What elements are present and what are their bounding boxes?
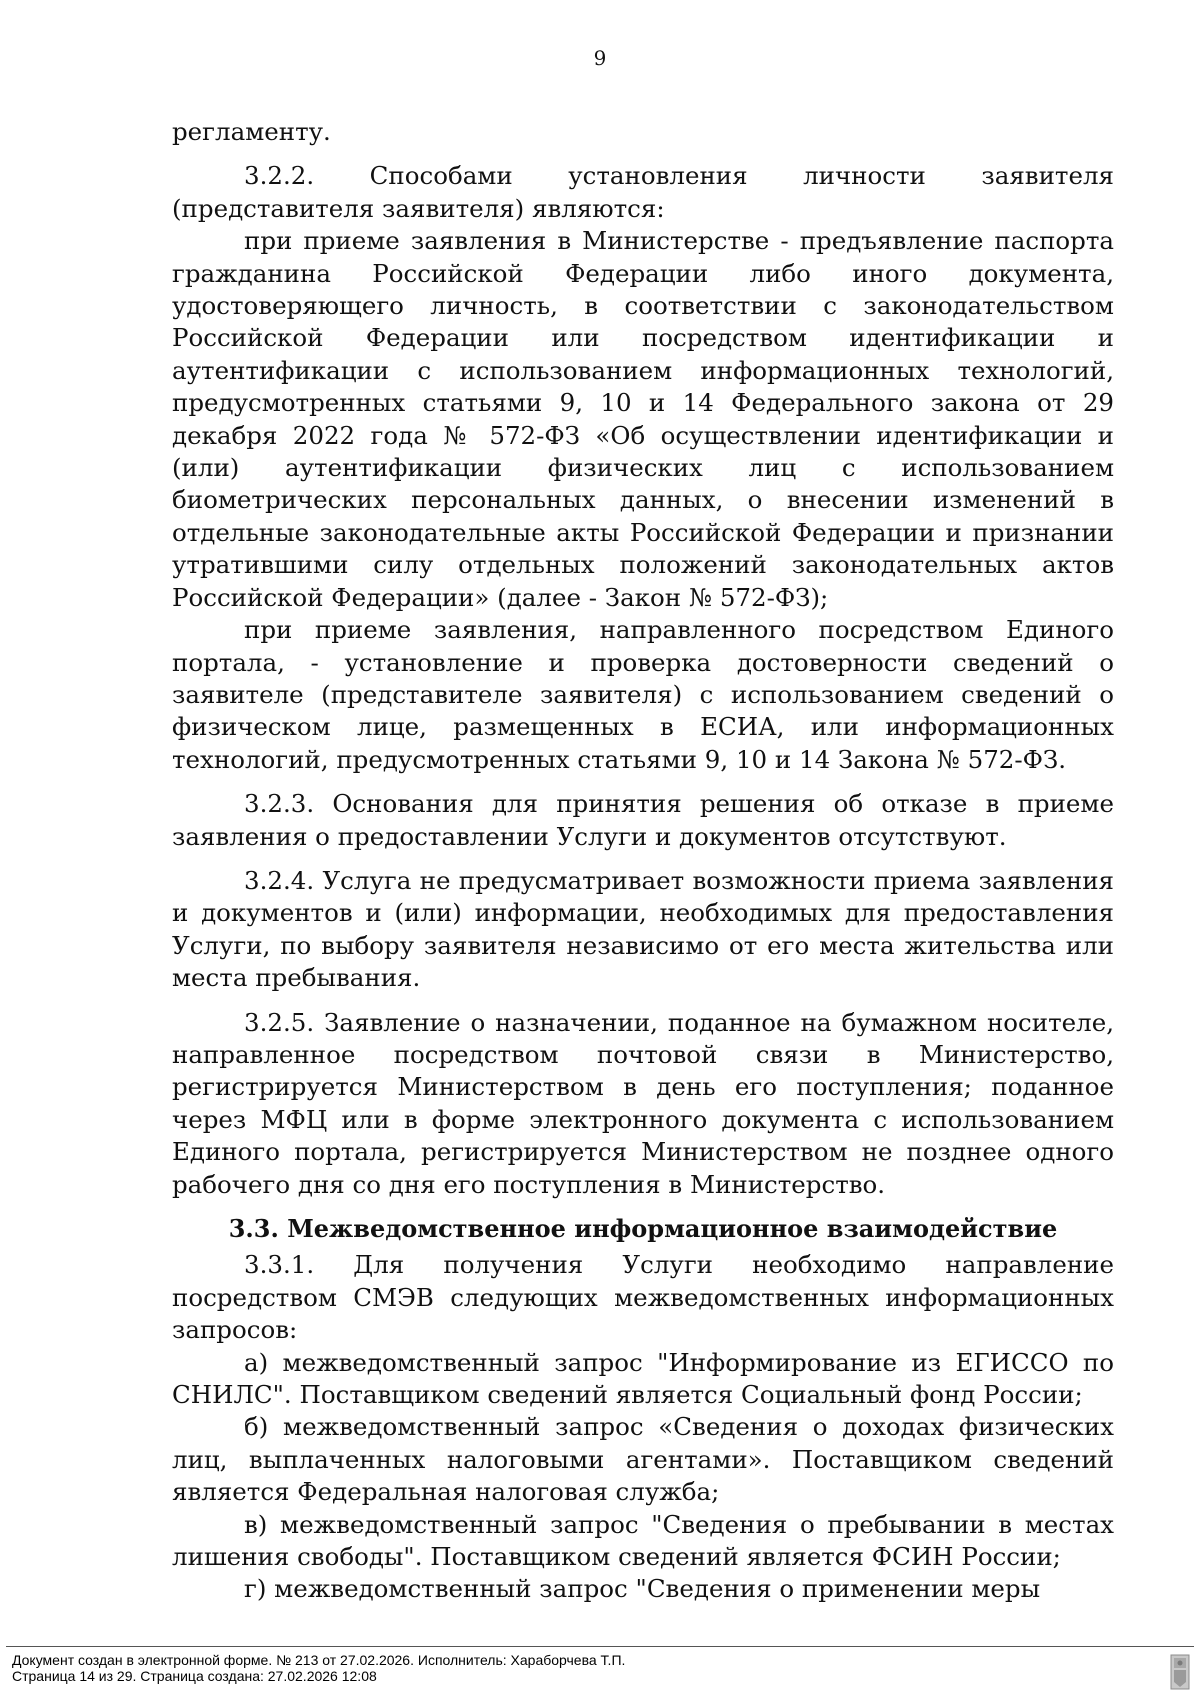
list-item-b: б) межведомственный запрос «Сведения о доходах физических лиц, выплаченных налоговыми агентами». Поставщиком сведений является Федеральная налоговая служба; (172, 1412, 1114, 1507)
footer-page-info: Страница 14 из 29. Страница создана: 27.02.2026 12:08 (12, 1668, 377, 1684)
paragraph-portal-identification: при приеме заявления, направленного посредством Единого портала, - установление и проверка достоверности сведений о заявителе (представителе заявителя) с использованием сведений о физическом лице, размещенных в ЕСИА, или информационных технологий, предусмотренных статьями 9, 10 и 14 Закона № 572-ФЗ. (172, 615, 1114, 774)
list-item-g: г) межведомственный запрос "Сведения о применении меры (244, 1574, 1041, 1604)
footer (12, 1652, 625, 1684)
paragraph-3-2-2: 3.2.2. Способами установления личности заявителя (представителя заявителя) являются: (172, 161, 1114, 223)
footer-document-info: Документ создан в электронной форме. № 213 от 27.02.2026. Исполнитель: Хараборчева Т.П. (12, 1652, 626, 1668)
list-item-v: в) межведомственный запрос "Сведения о пребывании в местах лишения свободы". Поставщиком сведений является ФСИН России; (172, 1509, 1114, 1572)
paragraph-3-2-4: 3.2.4. Услуга не предусматривает возможности приема заявления и документов и (или) информации, необходимых для предоставления Услуги, по выбору заявителя независимо от его места жительства или места пребывания. (172, 865, 1114, 993)
page-number: 9 (593, 46, 607, 70)
document-body (172, 116, 1114, 1606)
paragraph-ministry-identification: при приеме заявления в Министерстве - предъявление паспорта гражданина Российской Федерации либо иного документа, удостоверяющего личность, в соответствии с законодательством Российской Федерации или посредством идентификации и аутентификации с использованием информационных технологий, предусмотренных статьями 9, 10 и 14 Федерального закона от 29 декабря 2022 года № 572-ФЗ «Об осуществлении идентификации и (или) аутентификации физических лиц с использованием биометрических персональных данных, о внесении изменений в отдельные законодательные акты Российской Федерации и признании утратившими силу отдельных положений законодательных актов Российской Федерации» (далее - Закон № 572-ФЗ); (172, 226, 1114, 612)
paragraph-continuation: регламенту. (172, 117, 331, 146)
paragraph-3-3-1: 3.3.1. Для получения Услуги необходимо направление посредством СМЭВ следующих межведомственных информационных запросов: (172, 1250, 1114, 1345)
paragraph-3-2-3: 3.2.3. Основания для принятия решения об отказе в приеме заявления о предоставлении Услуги и документов отсутствуют. (172, 789, 1114, 851)
coat-of-arms-icon (1170, 1654, 1190, 1690)
section-heading-3-3: 3.3. Межведомственное информационное взаимодействие (228, 1214, 1058, 1243)
footer-divider (6, 1646, 1194, 1647)
paragraph-3-2-5: 3.2.5. Заявление о назначении, поданное на бумажном носителе, направленное посредством почтовой связи в Министерство, регистрируется Министерством в день его поступления; поданное через МФЦ или в форме электронного документа с использованием Единого портала, регистрируется Министерством не позднее одного рабочего дня со дня его поступления в Министерство. (172, 1007, 1114, 1199)
list-item-a: а) межведомственный запрос "Информирование из ЕГИССО по СНИЛС". Поставщиком сведений является Социальный фонд России; (172, 1347, 1114, 1410)
